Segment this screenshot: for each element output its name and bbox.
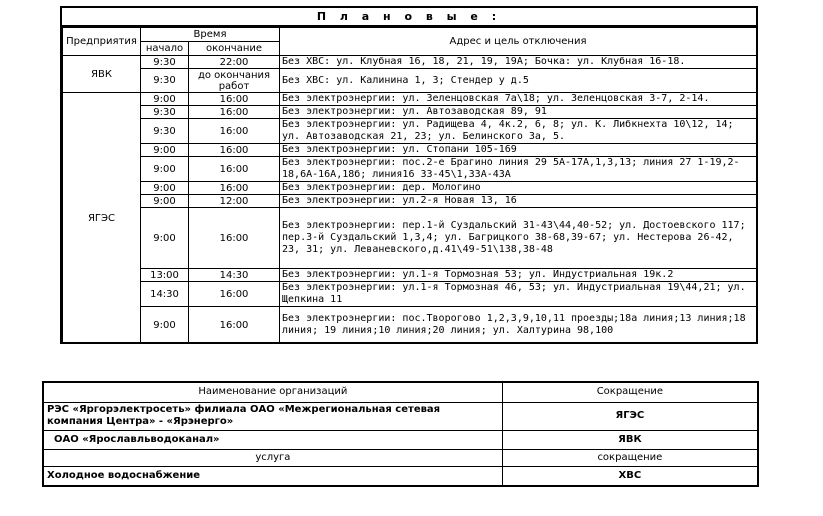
start-cell: 9:00 bbox=[141, 208, 189, 269]
address-cell: Без электроэнергии: ул. Радищева 4, 4к.2, 6, 8; ул. К. Либкнехта 10\12, 14; ул. Автозаводская 21, 23; ул. Белинского 3а, 5. bbox=[280, 119, 757, 144]
schedule-panel bbox=[60, 6, 758, 344]
table-row bbox=[63, 307, 757, 344]
address-cell: Без электроэнергии: ул. Стопани 105-169 bbox=[280, 144, 757, 157]
header-service: услуга bbox=[43, 449, 502, 466]
address-cell: Без электроэнергии: ул.1-я Тормозная 46, 53; ул. Индустриальная 19\44,21; ул. Щепкина 11 bbox=[280, 282, 757, 307]
header-service-abbr: сокращение bbox=[502, 449, 758, 466]
end-cell: 16:00 bbox=[189, 307, 280, 344]
start-cell: 9:00 bbox=[141, 93, 189, 106]
end-cell: до окончания работ bbox=[189, 69, 280, 93]
end-cell: 16:00 bbox=[189, 182, 280, 195]
address-cell: Без электроэнергии: пер.1-й Суздальский 31-43\44,40-52; ул. Достоевского 117; пер.3-й Суздальский 1,3,4; ул. Багрицкого 38-68,39-67; ул. Нестерова 26-42, 23, 31; ул. Леваневского,д.41\49-51\138,38-48 bbox=[280, 208, 757, 269]
table-row bbox=[63, 69, 757, 93]
table-row bbox=[63, 195, 757, 208]
address-cell: Без электроэнергии: пос.2-е Брагино линия 29 5А-17А,1,3,13; линия 27 1-19,2-18,6А-16А,18б; линия16 33-45\1,33А-43А bbox=[280, 157, 757, 182]
start-cell: 9:30 bbox=[141, 69, 189, 93]
org-abbr-cell: ЯВК bbox=[502, 430, 758, 449]
service-abbr-cell: ХВС bbox=[502, 466, 758, 486]
header-abbreviation: Сокращение bbox=[502, 382, 758, 402]
table-row bbox=[63, 269, 757, 282]
enterprise-cell: ЯВК bbox=[63, 56, 141, 93]
address-cell: Без электроэнергии: ул.2-я Новая 13, 16 bbox=[280, 195, 757, 208]
start-cell: 9:00 bbox=[141, 144, 189, 157]
schedule-title: П л а н о в ы е : bbox=[62, 8, 756, 27]
end-cell: 16:00 bbox=[189, 119, 280, 144]
start-cell: 14:30 bbox=[141, 282, 189, 307]
enterprise-cell: ЯГЭС bbox=[63, 93, 141, 344]
table-row bbox=[43, 430, 758, 449]
address-cell: Без ХВС: ул. Клубная 16, 18, 21, 19, 19А; Бочка: ул. Клубная 16-18. bbox=[280, 56, 757, 69]
table-row bbox=[63, 182, 757, 195]
address-cell: Без электроэнергии: дер. Мологино bbox=[280, 182, 757, 195]
end-cell: 16:00 bbox=[189, 106, 280, 119]
table-row bbox=[63, 208, 757, 269]
table-header-row bbox=[43, 382, 758, 402]
org-abbr-cell: ЯГЭС bbox=[502, 402, 758, 430]
start-cell: 9:00 bbox=[141, 157, 189, 182]
table-header-row bbox=[63, 28, 757, 42]
start-cell: 13:00 bbox=[141, 269, 189, 282]
org-name-cell: РЭС «Яргорэлектросеть» филиала ОАО «Межрегиональная сетевая компания Центра» - «Ярэнерго» bbox=[43, 402, 502, 430]
table-row bbox=[63, 56, 757, 69]
table-row bbox=[63, 93, 757, 106]
end-cell: 22:00 bbox=[189, 56, 280, 69]
header-time: Время bbox=[141, 28, 280, 42]
address-cell: Без ХВС: ул. Калинина 1, 3; Стендер у д.5 bbox=[280, 69, 757, 93]
abbreviations-table bbox=[42, 381, 759, 487]
address-cell: Без электроэнергии: ул.1-я Тормозная 53; ул. Индустриальная 19к.2 bbox=[280, 269, 757, 282]
start-cell: 9:30 bbox=[141, 119, 189, 144]
end-cell: 16:00 bbox=[189, 208, 280, 269]
table-row bbox=[63, 157, 757, 182]
header-enterprise: Предприятия bbox=[63, 28, 141, 56]
header-start: начало bbox=[141, 42, 189, 56]
address-cell: Без электроэнергии: ул. Автозаводская 89, 91 bbox=[280, 106, 757, 119]
start-cell: 9:30 bbox=[141, 106, 189, 119]
org-name-cell: ОАО «Ярославльводоканал» bbox=[43, 430, 502, 449]
end-cell: 16:00 bbox=[189, 282, 280, 307]
table-row bbox=[63, 282, 757, 307]
end-cell: 12:00 bbox=[189, 195, 280, 208]
service-name-cell: Холодное водоснабжение bbox=[43, 466, 502, 486]
header-address: Адрес и цель отключения bbox=[280, 28, 757, 56]
header-org-name: Наименование организаций bbox=[43, 382, 502, 402]
end-cell: 16:00 bbox=[189, 93, 280, 106]
start-cell: 9:00 bbox=[141, 182, 189, 195]
start-cell: 9:30 bbox=[141, 56, 189, 69]
table-row bbox=[43, 466, 758, 486]
table-header-row bbox=[43, 449, 758, 466]
header-end: окончание bbox=[189, 42, 280, 56]
end-cell: 16:00 bbox=[189, 157, 280, 182]
address-cell: Без электроэнергии: пос.Творогово 1,2,3,9,10,11 проезды;18а линия;13 линия;18 линия; 19 линия;10 линия;20 линия; ул. Халтурина 98,100 bbox=[280, 307, 757, 344]
table-row bbox=[63, 106, 757, 119]
end-cell: 14:30 bbox=[189, 269, 280, 282]
schedule-table bbox=[62, 27, 757, 344]
table-row bbox=[63, 119, 757, 144]
start-cell: 9:00 bbox=[141, 307, 189, 344]
start-cell: 9:00 bbox=[141, 195, 189, 208]
end-cell: 16:00 bbox=[189, 144, 280, 157]
table-row bbox=[63, 144, 757, 157]
table-row bbox=[43, 402, 758, 430]
address-cell: Без электроэнергии: ул. Зеленцовская 7а\18; ул. Зеленцовская 3-7, 2-14. bbox=[280, 93, 757, 106]
